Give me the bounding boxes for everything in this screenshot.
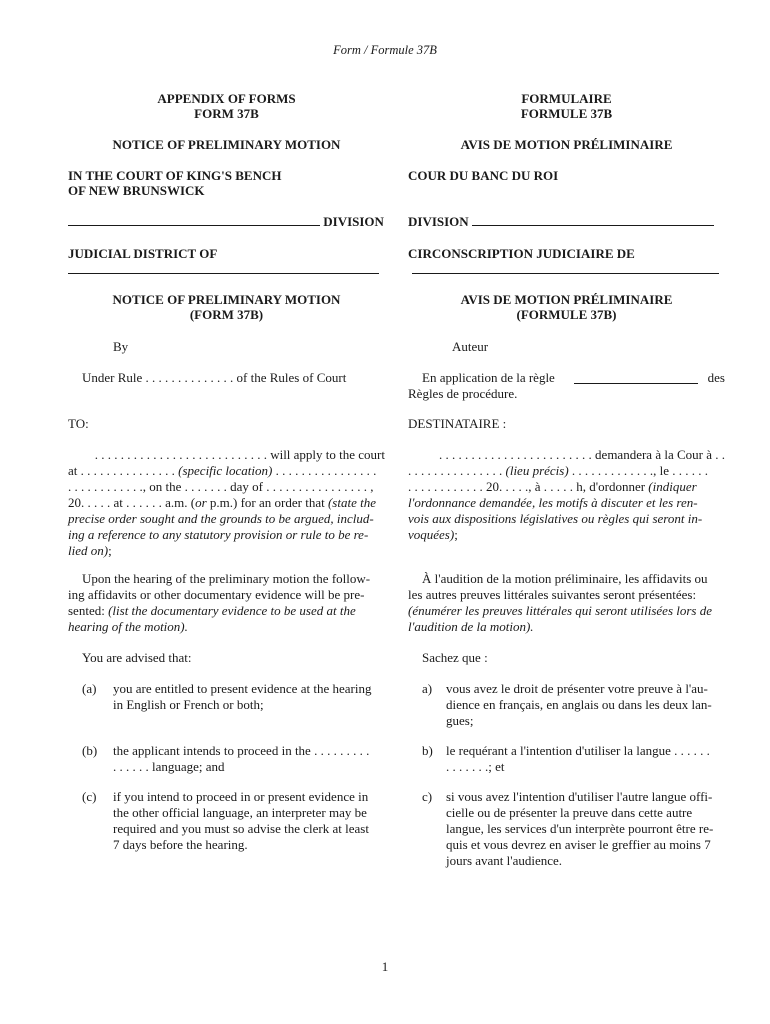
item-c-line1-fr: si vous avez l'intention d'utiliser l'autre langue offi- (446, 789, 713, 804)
item-b-line2-en: . . . . . . language; and (113, 759, 225, 774)
motion-paragraph-fr (408, 447, 725, 543)
item-c-line5-fr: jours avant l'audience. (446, 853, 563, 868)
under-rule-en: Under Rule . . . . . . . . . . . . . . of the Rules of Court (82, 370, 347, 385)
court-name-fr: COUR DU BANC DU ROI (408, 168, 559, 183)
under-rule-a-fr: En application de la règle (422, 370, 555, 385)
p2-line2-fr: les autres preuves littérales suivantes seront présentées: (408, 587, 697, 602)
item-a-line3-fr: gues; (446, 713, 474, 728)
list-item-b-fr (422, 743, 725, 777)
p1-line2-a-fr: . . . . . . . . . . . . . . . (408, 463, 506, 478)
p1-line4-b-en: p.m.) for an order that (206, 495, 328, 510)
judicial-district-blank-fr (412, 273, 719, 274)
p1-line4-fr: l'ordonnance demandée, les motifs à discuter et les ren- (408, 495, 698, 510)
by-label-en: By (113, 339, 129, 354)
p1-line3-en: . . . . . . . . . . . ., on the . . . . . . . day of . . . . . . . . . . . . . . . . , (68, 479, 374, 494)
under-rule-l2-fr: Règles de procédure. (408, 386, 518, 401)
appendix-title-fr: FORMULAIRE (521, 91, 612, 106)
p1-line6-b-fr: ; (454, 527, 458, 542)
judicial-district-blank-en (68, 273, 379, 274)
p1-line1-fr: . . . . . . . . . . . . . . . . . . . . . . . . demandera à la Cour à . . (439, 447, 725, 462)
p2-line3-fr: (énumérer les preuves littérales qui seront utilisées lors de (408, 603, 713, 618)
p2-line4-fr: l'audition de la motion). (408, 619, 534, 634)
item-a-line1-en: you are entitled to present evidence at the hearing (113, 681, 372, 696)
p2-line1-en: Upon the hearing of the preliminary motion the follow- (82, 571, 371, 586)
page-number: 1 (381, 959, 389, 974)
item-c-marker-en: (c) (82, 789, 97, 804)
p1-line2-i-en: (specific location) (178, 463, 273, 478)
advised-en: You are advised that: (82, 650, 192, 665)
list-item-a-en (82, 681, 385, 715)
item-c-line4-en: 7 days before the hearing. (113, 837, 248, 852)
p1-line4-i-en: (state the (327, 495, 376, 510)
item-a-line2-en: in English or French or both; (113, 697, 264, 712)
evidence-paragraph-fr (408, 571, 725, 635)
item-c-line2-en: the other official language, an interpreter may be (113, 805, 367, 820)
item-a-line1-fr: vous avez le droit de présenter votre preuve à l'au- (446, 681, 708, 696)
division-blank-fr (472, 225, 714, 226)
p2-line4-en: hearing of the motion). (68, 619, 188, 634)
judicial-district-fr: CIRCONSCRIPTION JUDICIAIRE DE (408, 246, 635, 261)
p2-line1-fr: À l'audition de la motion préliminaire, les affidavits ou (422, 571, 708, 586)
p1-line4-or-en: or (195, 495, 207, 510)
court-name-line1-en: IN THE COURT OF KING'S BENCH (68, 168, 282, 183)
item-b-line1-en: the applicant intends to proceed in the . . . . . . . . . (113, 743, 370, 758)
item-a-marker-en: (a) (82, 681, 97, 696)
notice-title2-en: NOTICE OF PRELIMINARY MOTION (112, 292, 341, 307)
notice-title2-fr: AVIS DE MOTION PRÉLIMINAIRE (460, 292, 673, 307)
item-c-line4-fr: quis et vous devrez en aviser le greffier au moins 7 (446, 837, 711, 852)
item-b-marker-fr: b) (422, 743, 433, 758)
p1-line7-i-en: lied on) (68, 543, 109, 558)
item-c-line3-en: required and you must so advise the clerk at least (113, 821, 369, 836)
p1-line3-i-fr: (indiquer (648, 479, 697, 494)
p1-line5-en: precise order sought and the grounds to be argued, includ- (68, 511, 374, 526)
list-item-b-en (82, 743, 385, 777)
p1-line2-i-fr: (lieu précis) (505, 463, 569, 478)
item-a-marker-fr: a) (422, 681, 433, 696)
p1-line2-b-en: . . . . . . . . . . . . . . . . (272, 463, 377, 478)
division-label-en: DIVISION (323, 214, 384, 229)
notice-title-fr: AVIS DE MOTION PRÉLIMINAIRE (460, 137, 673, 152)
rule-blank-fr (574, 370, 698, 384)
list-item-a-fr (422, 681, 725, 731)
p1-line3-a-fr: . . . . . . . . . . . . 20. . . . ., à . . . . . h, d'ordonner (408, 479, 649, 494)
p2-line3-i-en: (list the documentary evidence to be used at the (108, 603, 356, 618)
under-rule-fr (408, 370, 725, 402)
under-rule-b-fr: des (707, 370, 725, 385)
p1-line5-fr: vois aux dispositions législatives ou règles qui seront in- (408, 511, 703, 526)
p1-line6-i-fr: voquées) (408, 527, 455, 542)
p1-line2-a-en: at . . . . . . . . . . . . . . . (68, 463, 179, 478)
item-c-line1-en: if you intend to proceed in or present evidence in (113, 789, 369, 804)
item-b-line2-fr: . . . . . . .; et (446, 759, 505, 774)
item-b-line1-fr: le requérant a l'intention d'utiliser la langue . . . . . . (446, 743, 710, 758)
p1-line6-en: ing a reference to any statutory provision or rule to be re- (68, 527, 369, 542)
running-header: Form / Formule 37B (333, 43, 437, 57)
p1-line1-en: . . . . . . . . . . . . . . . . . . . . . . . . . . . will apply to the court (94, 447, 385, 462)
to-label-en: TO: (68, 416, 89, 431)
list-item-c-en (82, 789, 385, 855)
division-label-fr: DIVISION (408, 214, 469, 229)
notice-title-en: NOTICE OF PRELIMINARY MOTION (112, 137, 341, 152)
evidence-paragraph-en (68, 571, 385, 635)
p1-line2-b-fr: . . . . . . . . . . . . ., le . . . . . . (568, 463, 709, 478)
form-number2-fr: (FORMULE 37B) (516, 307, 617, 322)
division-line-en (68, 214, 385, 230)
motion-paragraph-en (68, 447, 385, 559)
division-line-fr (408, 214, 725, 230)
form-number2-en: (FORM 37B) (189, 307, 264, 322)
item-c-marker-fr: c) (422, 789, 433, 804)
item-b-marker-en: (b) (82, 743, 98, 758)
item-c-line2-fr: cielle ou de présenter la preuve dans cette autre (446, 805, 693, 820)
p2-line2-en: ing affidavits or other documentary evidence will be pre- (68, 587, 365, 602)
to-label-fr: DESTINATAIRE : (408, 416, 507, 431)
appendix-title-en: APPENDIX OF FORMS (157, 91, 296, 106)
form-number-en: FORM 37B (194, 106, 259, 121)
item-a-line2-fr: dience en français, en anglais ou dans les deux lan- (446, 697, 712, 712)
division-blank-en (68, 225, 320, 226)
form-number-fr: FORMULE 37B (520, 106, 613, 121)
by-label-fr: Auteur (452, 339, 489, 354)
advised-fr: Sachez que : (422, 650, 488, 665)
p1-line7-b-en: ; (108, 543, 112, 558)
court-name-line2-en: OF NEW BRUNSWICK (68, 183, 205, 198)
list-item-c-fr (422, 789, 725, 871)
p2-line3-a-en: sented: (68, 603, 109, 618)
item-c-line3-fr: langue, les services d'un interprète pourront être re- (446, 821, 714, 836)
judicial-district-en: JUDICIAL DISTRICT OF (68, 246, 218, 261)
p1-line4-a-en: 20. . . . . at . . . . . . a.m. ( (68, 495, 196, 510)
